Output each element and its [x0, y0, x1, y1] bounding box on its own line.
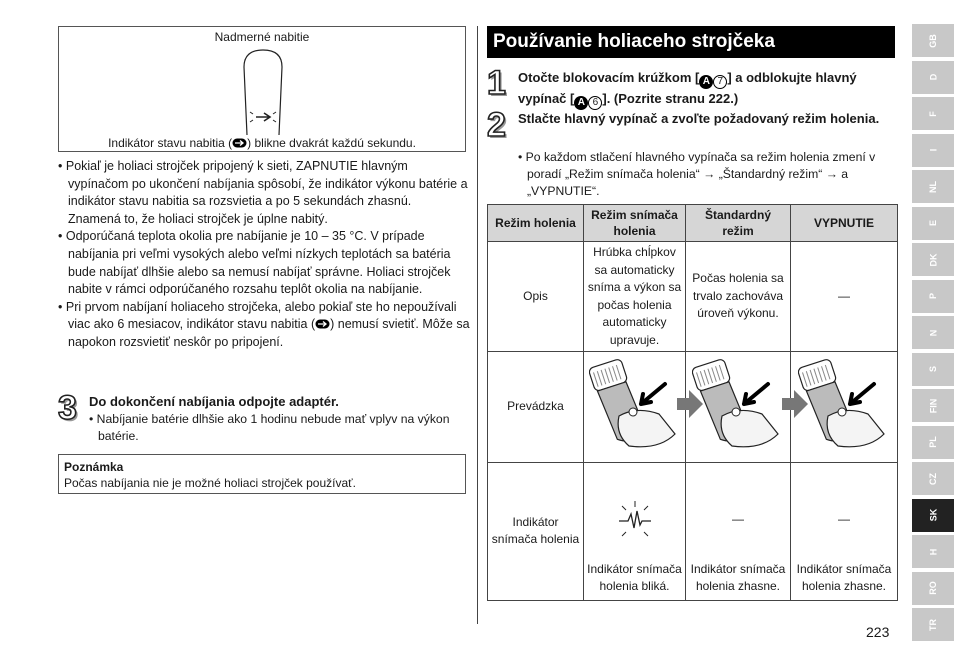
table-cell: Hrúbka chĺpkov sa automaticky sníma a výkon sa počas holenia automaticky upravuje.: [584, 242, 686, 352]
step-number: 3: [58, 389, 77, 427]
step-title: Otočte blokovacím krúžkom [ A 7 ] a odblokujte hlavný vypínač [ A 6 ]. (Pozrite stranu 222.): [518, 70, 857, 108]
language-tab-n[interactable]: N: [912, 316, 954, 349]
next-arrow-icon: [782, 390, 808, 418]
row-label: Indikátor snímača holenia: [488, 462, 584, 600]
table-header: Štandardný režim: [686, 205, 791, 242]
table-header: Režim snímača holenia: [584, 205, 686, 242]
table-cell: — Indikátor snímača holenia zhasne.: [686, 462, 791, 600]
list-item: • Pri prvom nabíjaní holiaceho strojčeka, alebo pokiaľ ste ho nepoužívali viac ako 6 mesiacov, indikátor stavu nabitia ( ) nemusí svietiť. Môže sa napokon rozsvietiť neskôr po pripojení.: [58, 299, 470, 349]
ref-number-icon: 7: [713, 75, 727, 89]
step-sub-bullet: • Nabíjanie batérie dlhšie ako 1 hodinu nebude mať vplyv na výkon batérie.: [89, 412, 450, 443]
language-tab-s[interactable]: S: [912, 353, 954, 386]
note-text: Počas nabíjania nie je možné holiaci strojček používať.: [64, 476, 356, 490]
ref-number-icon: 6: [588, 96, 602, 110]
table-cell: —: [791, 242, 898, 352]
table-cell: Počas holenia sa trvalo zachováva úroveň výkonu.: [686, 242, 791, 352]
table-row: [488, 242, 898, 352]
list-item-continuation: Znamená to, že holiaci strojček je úplne nabitý.: [68, 211, 328, 226]
page-number: 223: [866, 624, 890, 640]
table-header: VYPNUTIE: [791, 205, 898, 242]
language-tab-ro[interactable]: RO: [912, 572, 954, 605]
charging-notes-list: [58, 158, 470, 352]
language-tab-pl[interactable]: PL: [912, 426, 954, 459]
ref-letter-icon: A: [699, 75, 713, 89]
language-tab-nl[interactable]: NL: [912, 170, 954, 203]
row-label: Prevádzka: [488, 352, 584, 463]
language-tab-h[interactable]: H: [912, 535, 954, 568]
language-tab-dk[interactable]: DK: [912, 243, 954, 276]
table-header: Režim holenia: [488, 205, 584, 242]
figure-title: Nadmerné nabitie: [214, 30, 310, 44]
column-divider: [477, 26, 478, 624]
language-tab-fin[interactable]: FIN: [912, 389, 954, 422]
table-cell: Indikátor snímača holenia bliká.: [584, 462, 686, 600]
sensor-indicator-blinking-icon: [613, 499, 657, 539]
ref-letter-icon: A: [574, 96, 588, 110]
shaver-outline-icon: [241, 47, 285, 137]
step-number: 2: [487, 106, 506, 144]
language-tab-i[interactable]: I: [912, 134, 954, 167]
table-header-row: [488, 205, 898, 242]
shaver-in-hand-icon: [692, 354, 784, 454]
language-tab-gb[interactable]: GB: [912, 24, 954, 57]
row-label: Opis: [488, 242, 584, 352]
figure-caption: Indikátor stavu nabitia ( ) blikne dvakrát každú sekundu.: [108, 136, 416, 150]
operation-illustration-cell: [584, 352, 686, 463]
list-item: • Odporúčaná teplota okolia pre nabíjanie je 10 – 35 °C. V prípade nabíjania pri veľmi vysokých alebo veľmi nízkych teplotách sa batéria bude nabíjať dlhšie alebo sa nemusí nabíjať správne. Holiaci strojček nabite v rámci odporúčaného rozsahu teplôt okolia na nabíjanie.: [58, 229, 451, 297]
language-tab-f[interactable]: F: [912, 97, 954, 130]
note-box: [58, 454, 466, 494]
language-tab-sk[interactable]: SK: [912, 499, 954, 532]
overcharge-figure: [58, 26, 466, 152]
section-heading: Používanie holiaceho strojčeka: [487, 26, 895, 58]
language-tab-e[interactable]: E: [912, 207, 954, 240]
language-tab-p[interactable]: P: [912, 280, 954, 313]
shaver-in-hand-icon: [589, 354, 681, 454]
language-tab-d[interactable]: D: [912, 61, 954, 94]
next-arrow-icon: [677, 390, 703, 418]
step-sub-bullet: • Po každom stlačení hlavného vypínača sa režim holenia zmení v poradí „Režim snímača holenia“ → „Štandardný režim“ → a „VYPNUTIE“.: [518, 150, 876, 198]
list-item: • Pokiaľ je holiaci strojček pripojený k sieti, ZAPNUTIE hlavným vypínačom po ukončení nabíjania spôsobí, že indikátor výkonu batérie a indikátor stavu nabitia sa rozsvietia a po 5 sekundách zhasnú.: [58, 159, 468, 209]
shaver-in-hand-icon: [798, 354, 890, 454]
step-title: Do dokončení nabíjania odpojte adaptér.: [89, 394, 339, 409]
table-cell: — Indikátor snímača holenia zhasne.: [791, 462, 898, 600]
table-row: [488, 462, 898, 600]
language-tab-cz[interactable]: CZ: [912, 462, 954, 495]
step-title: Stlačte hlavný vypínač a zvoľte požadovaný režim holenia.: [518, 111, 880, 126]
step-number: 1: [487, 64, 506, 102]
note-title: Poznámka: [64, 460, 124, 474]
charge-status-icon: [315, 319, 330, 329]
charge-status-icon: [232, 138, 247, 148]
language-tab-tr[interactable]: TR: [912, 608, 954, 641]
